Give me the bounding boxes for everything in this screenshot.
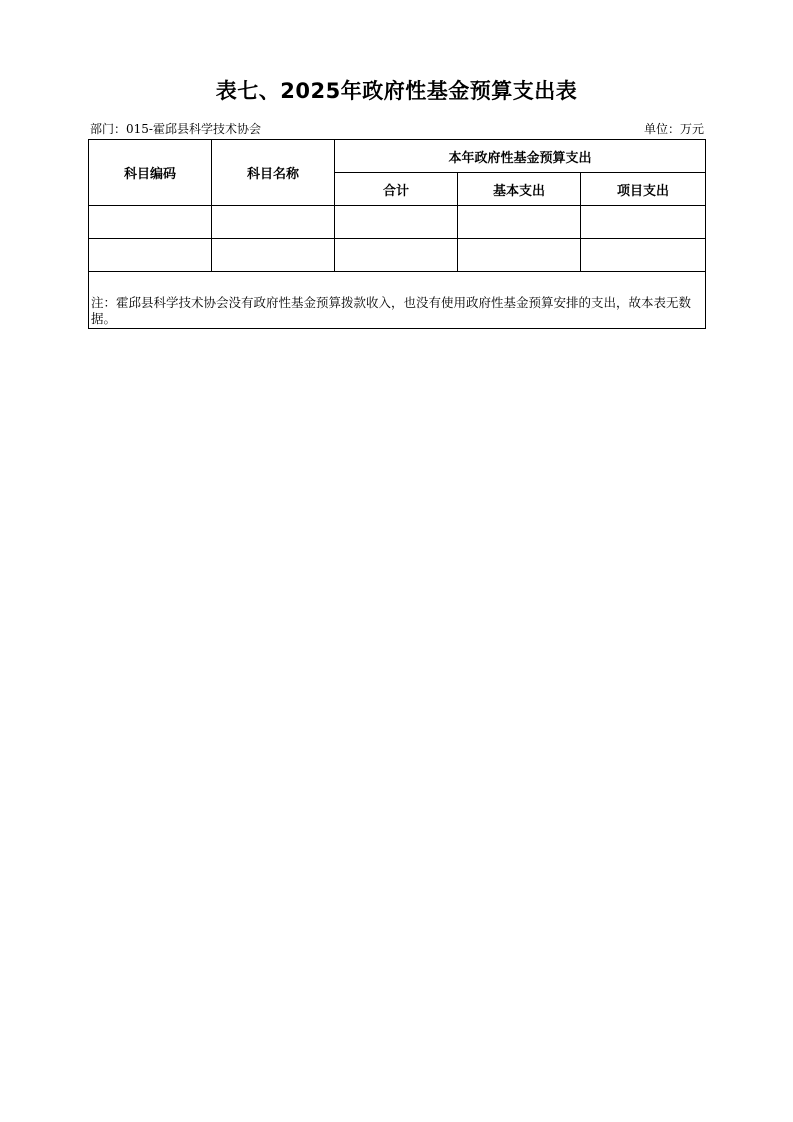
cell-name	[212, 239, 335, 272]
note-row	[89, 272, 706, 329]
cell-basic	[458, 206, 581, 239]
cell-project	[581, 206, 706, 239]
header-row-1	[89, 140, 706, 173]
header-project-expenditure: 项目支出	[581, 173, 706, 206]
cell-code	[89, 239, 212, 272]
table-row	[89, 239, 706, 272]
page-title: 表七、2025年政府性基金预算支出表	[215, 79, 578, 103]
header-expenditure-group: 本年政府性基金预算支出	[335, 140, 706, 173]
cell-name	[212, 206, 335, 239]
cell-total	[335, 206, 458, 239]
header-total: 合计	[335, 173, 458, 206]
header-subject-code: 科目编码	[89, 140, 212, 206]
cell-basic	[458, 239, 581, 272]
cell-total	[335, 239, 458, 272]
table-row	[89, 206, 706, 239]
cell-project	[581, 239, 706, 272]
budget-table	[88, 139, 706, 329]
unit-label: 单位：万元	[643, 122, 704, 136]
table-meta	[89, 120, 704, 138]
header-subject-name: 科目名称	[212, 140, 335, 206]
department-label: 部门：015-霍邱县科学技术协会	[90, 122, 261, 136]
header-basic-expenditure: 基本支出	[458, 173, 581, 206]
table-note: 注：霍邱县科学技术协会没有政府性基金预算拨款收入，也没有使用政府性基金预算安排的支出，故本表无数据。	[89, 272, 706, 329]
cell-code	[89, 206, 212, 239]
